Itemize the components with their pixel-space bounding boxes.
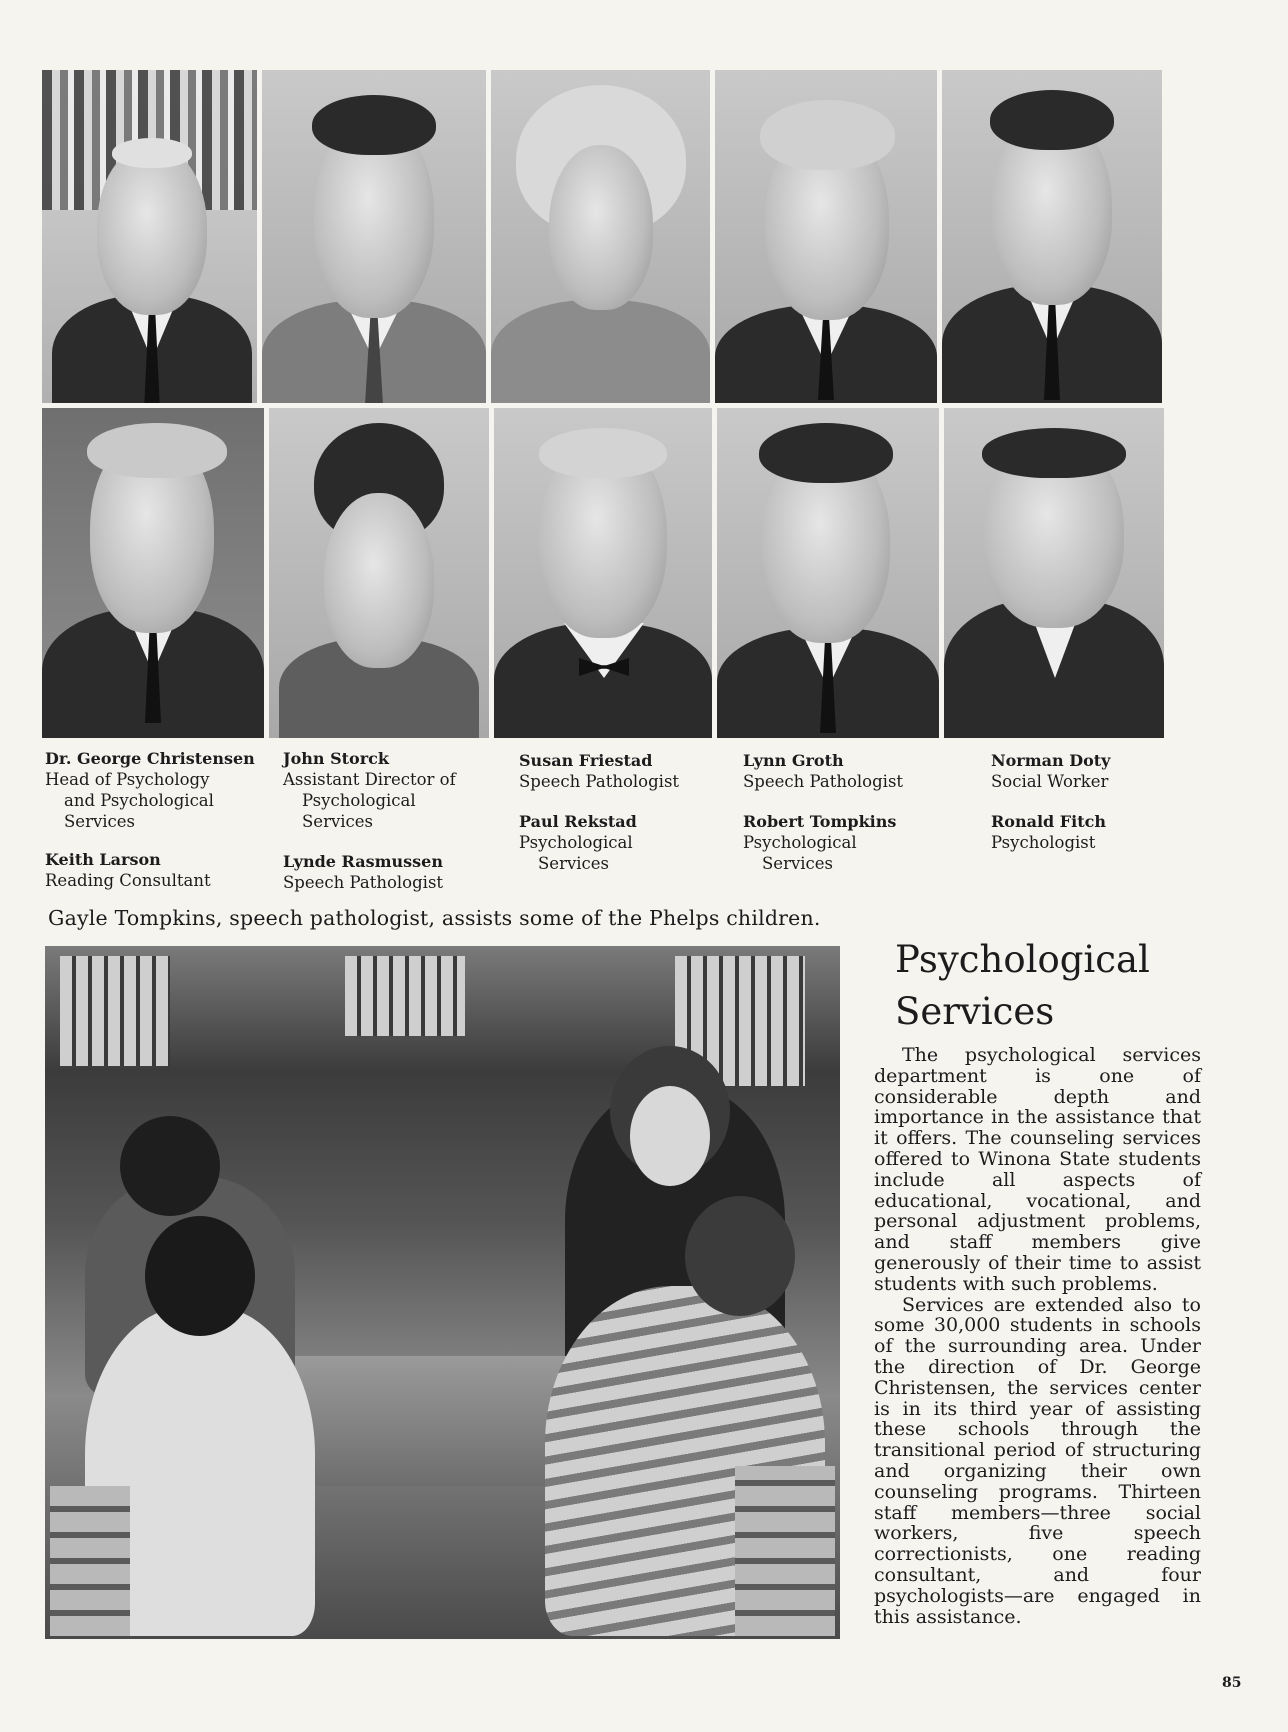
staff-name: Ronald Fitch [991, 812, 1107, 831]
article-body [874, 1045, 1201, 1627]
staff-title: Social Worker [991, 772, 1109, 791]
staff-title: Head of Psychology [45, 770, 210, 789]
staff-title: Speech Pathologist [743, 772, 904, 791]
portrait-paul-rekstad [494, 408, 712, 738]
staff-name: Susan Friestad [519, 751, 653, 770]
staff-name: Lynde Rasmussen [283, 852, 443, 871]
staff-title: Psychological [743, 833, 857, 852]
caption-column-2 [283, 748, 456, 893]
photo-caption: Gayle Tompkins, speech pathologist, assists some of the Phelps children. [48, 906, 821, 930]
portrait-george-christensen [42, 70, 257, 403]
group-photo [45, 946, 840, 1639]
portrait-keith-larson [42, 408, 264, 738]
staff-name: Robert Tompkins [743, 812, 897, 831]
caption-column-5 [991, 750, 1110, 853]
caption-column-3 [519, 750, 679, 874]
portrait-robert-tompkins [717, 408, 939, 738]
staff-name: Norman Doty [991, 751, 1111, 770]
staff-title: Psychological [519, 833, 633, 852]
staff-title: Services [762, 854, 834, 873]
staff-title: Psychologist [991, 833, 1096, 852]
caption-column-1 [45, 748, 255, 891]
portrait-susan-friestad [491, 70, 710, 403]
caption-column-4 [743, 750, 903, 874]
staff-title: Services [538, 854, 610, 873]
article-heading [895, 934, 1150, 1038]
staff-name: Lynn Groth [743, 751, 844, 770]
staff-title: Services [64, 812, 136, 831]
portrait-lynde-rasmussen [269, 408, 489, 738]
staff-name: Paul Rekstad [519, 812, 637, 831]
staff-title: and Psychological [64, 791, 214, 810]
portrait-john-storck [262, 70, 486, 403]
article-paragraph: Services are extended also to some 30,000 students in schools of the surrounding area. Under the direction of Dr. George Christensen, the services center is in its third year of assisting these schools through the transitional period of structuring and organizing their own counseling programs. Thirteen staff members—three social workers, five speech correctionists, one reading consultant, and four psychologists—are engaged in this assistance. [874, 1293, 1201, 1628]
staff-title: Psychological [302, 791, 416, 810]
page-number: 85 [1222, 1675, 1242, 1691]
staff-title: Reading Consultant [45, 871, 211, 890]
staff-title: Services [302, 812, 374, 831]
heading-line-2: Services [895, 990, 1055, 1033]
heading-line-1: Psychological [895, 938, 1150, 981]
staff-title: Assistant Director of [283, 770, 456, 789]
staff-name: Dr. George Christensen [45, 749, 255, 768]
staff-name: John Storck [283, 749, 389, 768]
staff-title: Speech Pathologist [519, 772, 680, 791]
staff-name: Keith Larson [45, 850, 161, 869]
portrait-ronald-fitch [944, 408, 1164, 738]
staff-title: Speech Pathologist [283, 873, 444, 892]
article-paragraph: The psychological services department is one of considerable depth and importance in the assistance that it offers. The counseling services offered to Winona State students include all aspects of educational, vocational, and personal adjustment problems, and staff members give generously of their time to assist students with such problems. [874, 1044, 1201, 1295]
portrait-lynn-groth [715, 70, 937, 403]
portrait-norman-doty [942, 70, 1162, 403]
